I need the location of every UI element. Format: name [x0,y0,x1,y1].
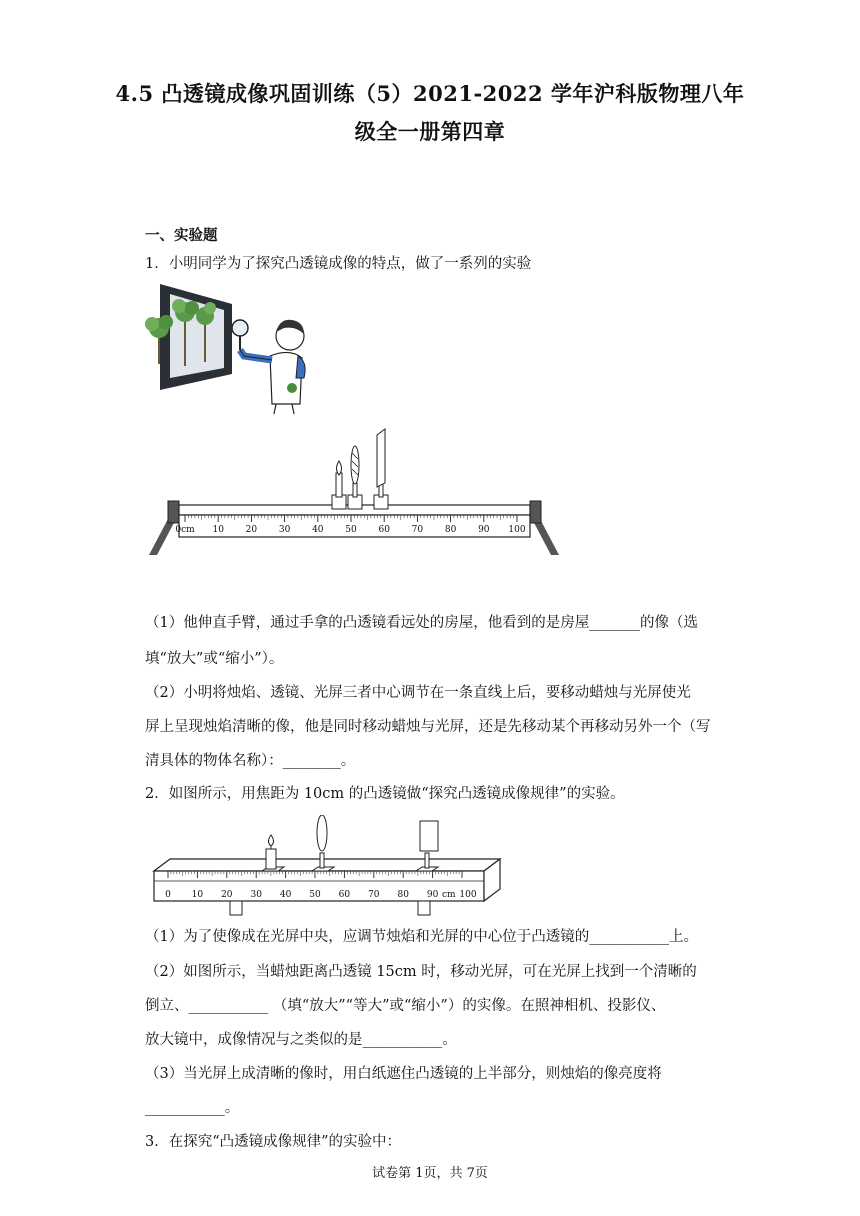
q2-part2-line1: （2）如图所示，当蜡烛距离凸透镜 15cm 时，移动光屏，可在光屏上找到一个清晰的 [145,964,697,980]
ruler-label: 0 [165,890,171,900]
magnifier-icon [232,320,248,350]
q2-part3-line2: ___________。 [145,1100,240,1116]
question-2-stem: 2．如图所示，用焦距为 10cm 的凸透镜做“探究凸透镜成像规律”的实验。 [145,786,625,802]
q2-part2-line3: 放大镜中，成像情况与之类似的是___________。 [145,1032,457,1048]
ruler-label: 70 [411,525,424,535]
ruler-label: 10 [212,525,224,535]
boy-icon [240,320,305,414]
q1-part2-line2: 屏上呈现烛焰清晰的像，他是同时移动蜡烛与光屏，还是先移动某个再移动另外一个（写 [145,719,711,735]
ruler-label: cm [441,890,456,900]
q1-part1-line2: 填“放大”或“缩小”）。 [145,651,284,667]
ruler-label: 70 [368,890,380,900]
screen-icon [374,429,388,509]
ruler-label: 90 [478,525,490,535]
ruler-label: 60 [378,525,390,535]
ruler-label: 30 [250,890,262,900]
ruler-label: 0cm [175,525,195,535]
ruler-label: 30 [278,525,291,535]
ruler-label: 100 [459,890,477,900]
ruler-label: 80 [397,890,409,900]
q2-part3-line1: （3）当光屏上成清晰的像时，用白纸遮住凸透镜的上半部分，则烛焰的像亮度将 [145,1066,662,1082]
candle-icon [332,461,346,509]
ruler-label: 80 [444,525,457,535]
ruler-label: 60 [338,890,351,900]
lens-icon [348,446,362,509]
question-3-stem: 3．在探究“凸透镜成像规律”的实验中： [145,1134,402,1150]
ruler-label: 50 [309,890,321,900]
ruler-label: 50 [345,525,357,535]
q2-part1-line1: （1）为了使像成在光屏中央，应调节烛焰和光屏的中心位于凸透镜的___________上。 [145,929,698,945]
question-1-stem: 1．小明同学为了探究凸透镜成像的特点，做了一系列的实验 [145,256,532,272]
q1-part1-line1: （1）他伸直手臂，通过手拿的凸透镜看远处的房屋，他看到的是房屋_______的像（选 [145,615,698,631]
boy-with-magnifier-illustration [140,278,310,418]
q1-part2-line1: （2）小明将烛焰、透镜、光屏三者中心调节在一条直线上后，要移动蜡烛与光屏使光 [145,685,691,701]
optical-bench-figure-2 [150,815,505,918]
section-heading: 一、实验题 [145,227,218,244]
ruler-label: 10 [191,890,204,900]
document-title-line-1: 4.5 凸透镜成像巩固训练（5）2021-2022 学年沪科版物理八年 [115,81,745,106]
document-title-line-2: 级全一册第四章 [354,119,506,144]
optical-bench-figure-1 [145,425,565,560]
ruler-label: 20 [245,525,258,535]
q1-part2-line3: 清具体的物体名称）：________。 [145,753,356,769]
ruler-label: 40 [312,525,324,535]
ruler-label: 90 [426,890,439,900]
ruler-label: 100 [508,525,526,535]
ruler-label: 20 [221,890,233,900]
q2-part2-line2: 倒立、___________ （填“放大”“等大”或“缩小”）的实像。在照神相机、投影仪、 [145,998,666,1014]
ruler-label: 40 [279,890,292,900]
page-footer: 试卷第 1页，共 7页 [372,1166,488,1181]
